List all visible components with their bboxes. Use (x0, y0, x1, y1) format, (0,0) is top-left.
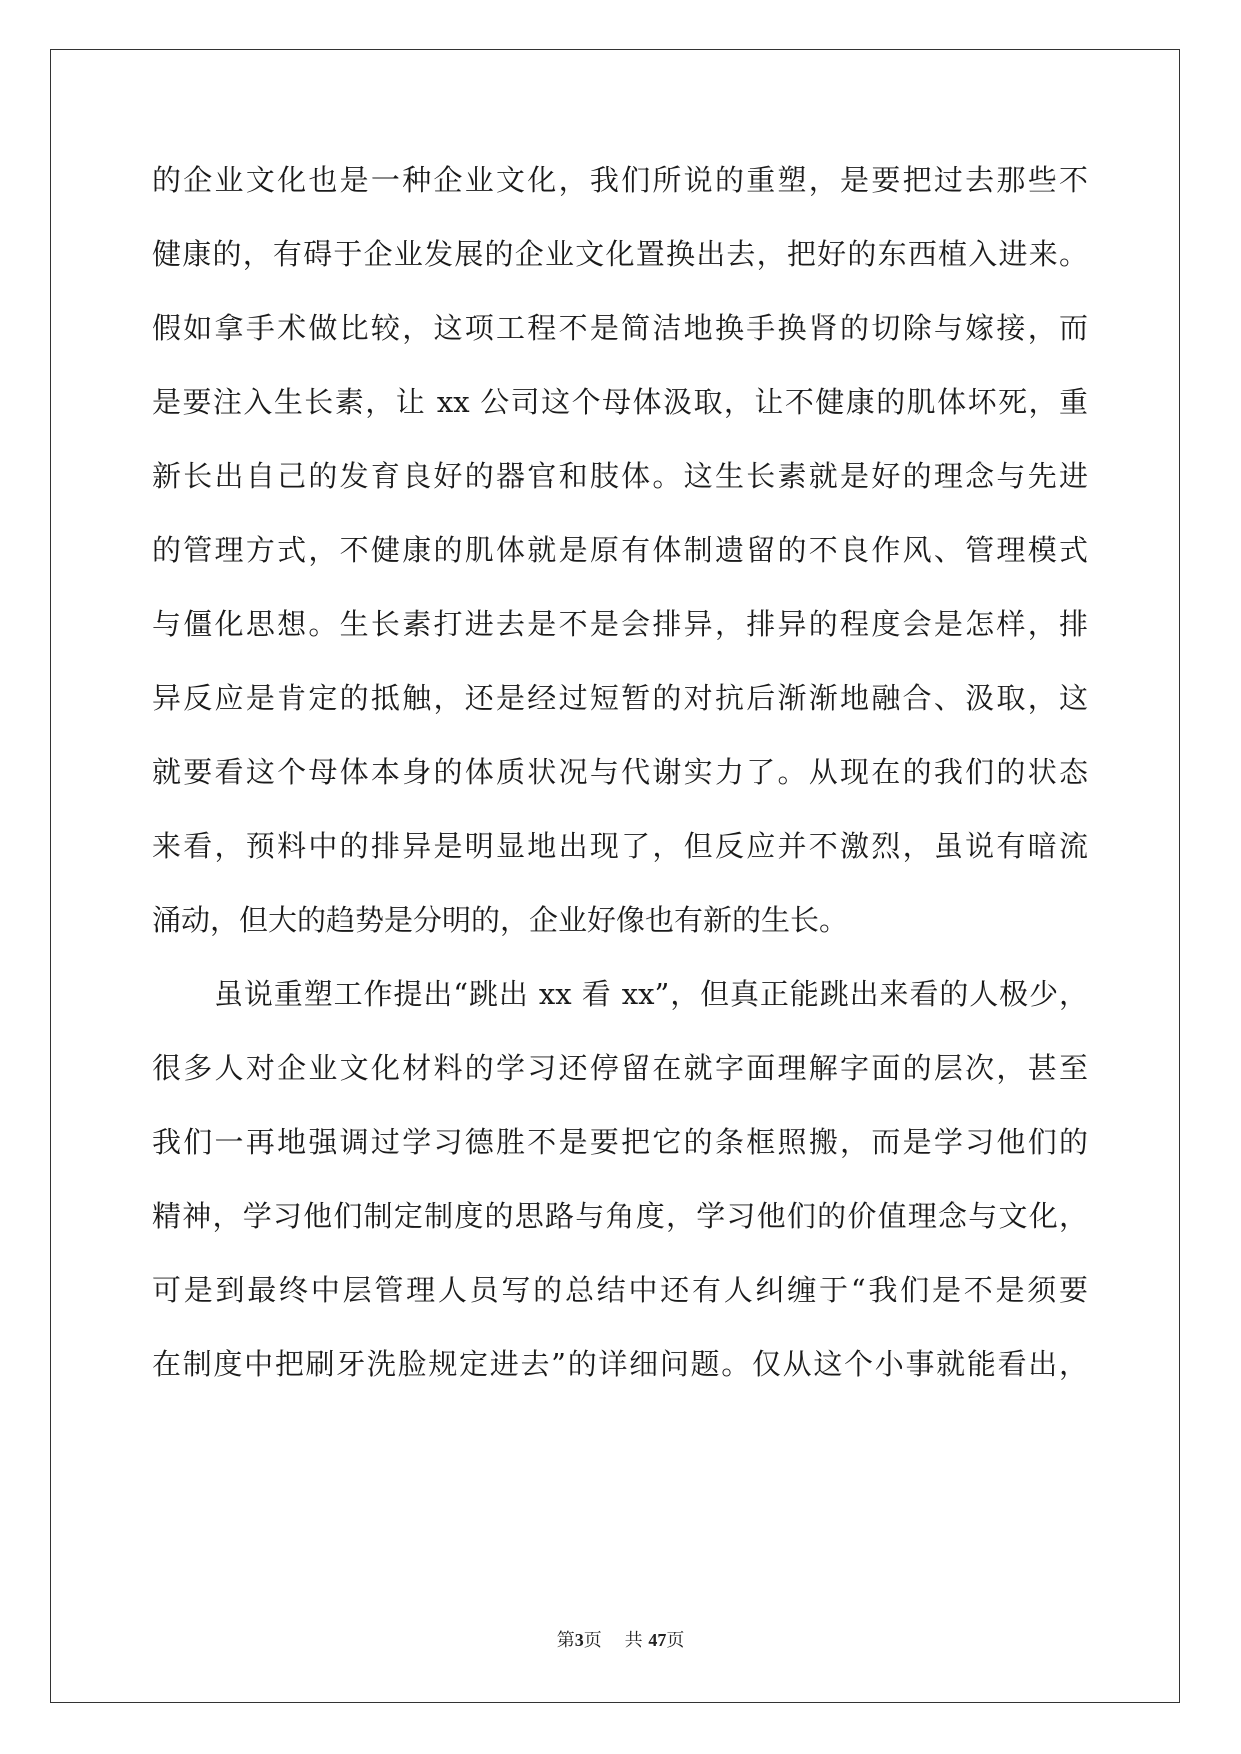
body-line: 的企业文化也是一种企业文化，我们所说的重塑，是要把过去那些不 (152, 163, 1088, 197)
page-prefix: 第 (556, 1630, 575, 1651)
body-line: 涌动，但大的趋势是分明的，企业好像也有新的生长。 (152, 903, 849, 937)
body-line: 精神，学习他们制定制度的思路与角度，学习他们的价值理念与文化， (152, 1199, 1088, 1233)
body-line: 可是到最终中层管理人员写的总结中还有人纠缠于“我们是不是须要 (152, 1273, 1088, 1307)
body-line: 新长出自己的发育良好的器官和肢体。这生长素就是好的理念与先进 (152, 459, 1088, 493)
page-footer (0, 1629, 1241, 1652)
body-line: 在制度中把刷牙洗脸规定进去”的详细问题。仅从这个小事就能看出， (152, 1347, 1088, 1381)
body-line: 异反应是肯定的抵触，还是经过短暂的对抗后渐渐地融合、汲取，这 (152, 681, 1088, 715)
current-page-number: 3 (574, 1630, 584, 1650)
paragraph-first-line: 虽说重塑工作提出“跳出 xx 看 xx”，但真正能跳出来看的人极少， (214, 977, 1088, 1011)
page-suffix: 页 (583, 1630, 602, 1651)
body-line: 很多人对企业文化材料的学习还停留在就字面理解字面的层次，甚至 (152, 1051, 1088, 1085)
body-line: 就要看这个母体本身的体质状况与代谢实力了。从现在的我们的状态 (152, 755, 1088, 789)
total-pages-number: 47 (648, 1630, 667, 1650)
body-line: 我们一再地强调过学习德胜不是要把它的条框照搬，而是学习他们的 (152, 1125, 1088, 1159)
body-line: 与僵化思想。生长素打进去是不是会排异，排异的程度会是怎样，排 (152, 607, 1088, 641)
body-line: 假如拿手术做比较，这项工程不是简洁地换手换肾的切除与嫁接，而 (152, 311, 1088, 345)
page-border (50, 49, 1180, 1703)
total-suffix: 页 (666, 1630, 685, 1651)
body-line: 健康的，有碍于企业发展的企业文化置换出去，把好的东西植入进来。 (152, 237, 1088, 271)
body-line: 的管理方式，不健康的肌体就是原有体制遗留的不良作风、管理模式 (152, 533, 1088, 567)
body-line: 是要注入生长素，让 xx 公司这个母体汲取，让不健康的肌体坏死，重 (152, 385, 1088, 419)
total-prefix: 共 (624, 1630, 643, 1651)
body-line: 来看，预料中的排异是明显地出现了，但反应并不激烈，虽说有暗流 (152, 829, 1088, 863)
